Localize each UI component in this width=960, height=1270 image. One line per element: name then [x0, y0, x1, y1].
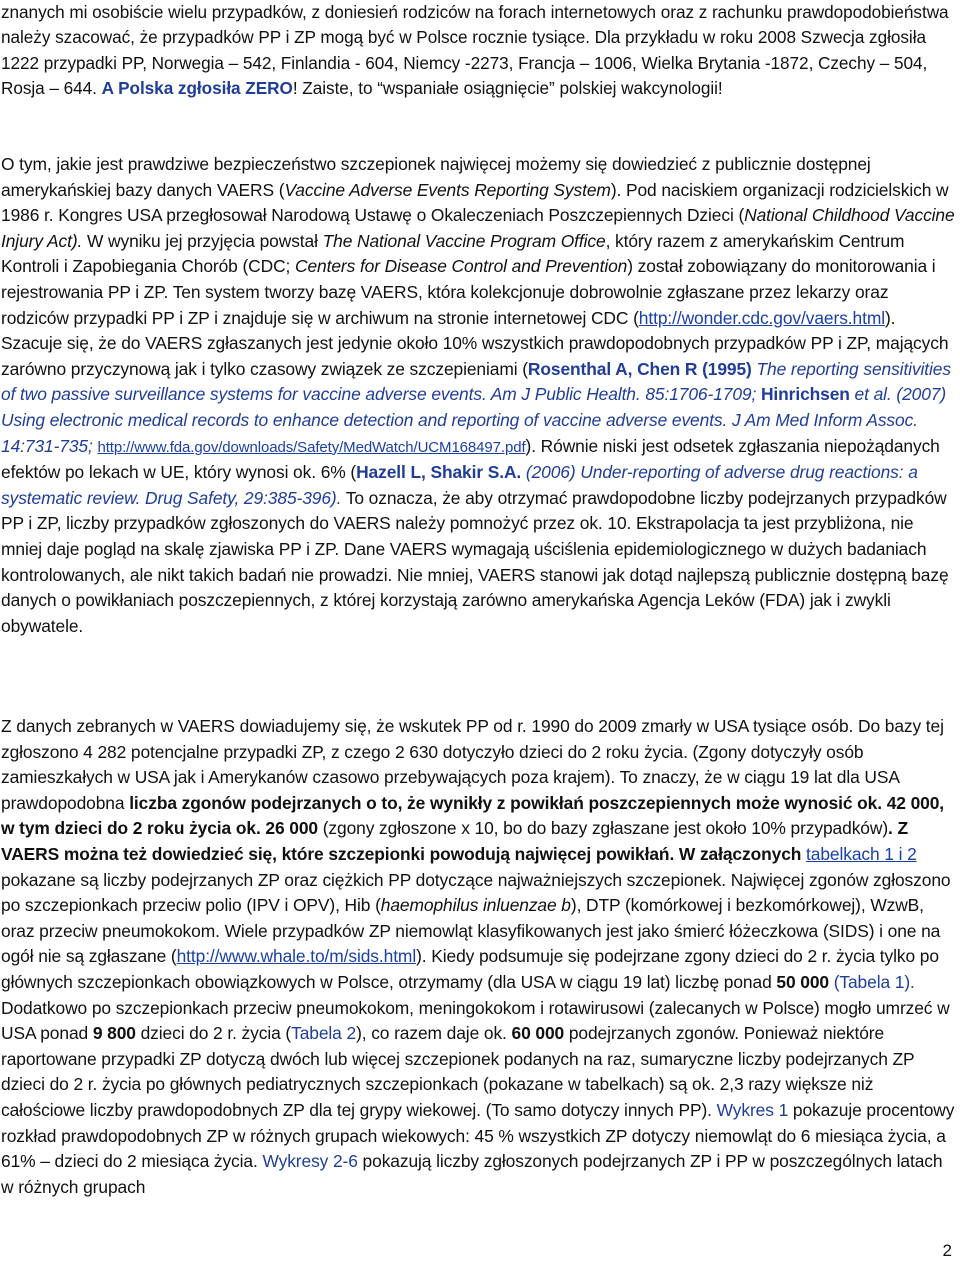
- text: znanych mi osobiście wielu przypadków, z doniesień rodziców na forach internetowych oraz z rachunku prawdopodobieństwa należy szacować, że przypadków PP i ZP mogą być w Polsce rocznie tysiące. Dla przykładu w roku 2008 Szwecja zgłosiła 1222 przypadki PP, Norwegia – 542, Finlandia - 604, Niemcy -2273, Francja – 1006, Wielka Brytania -1872, Czechy – 504, Rosja – 644.: [1, 2, 949, 99]
- term-hib: haemophilus inluenzae b: [380, 895, 571, 916]
- emphasis-number: 50 000: [776, 971, 829, 992]
- emphasis-number: 9 800: [92, 1023, 136, 1044]
- citation-text: et al. (2007) Using electronic medical records to enhance detection and reporting of vaccine adverse events. J Am Med Inform Assoc. 14:731-735;: [1, 384, 947, 456]
- emphasis-poland-zero: A Polska zgłosiła ZERO: [101, 78, 293, 99]
- term-cdc: Centers for Disease Control and Prevention: [295, 256, 628, 277]
- text: ) został zobowiązany do monitorowania i rejestrowania PP i ZP. Ten system tworzy bazę VAERS, która kolekcjonuje dobrowolnie zgłaszane przez lekarzy oraz rodziców przypadki PP i ZP i znajduje się w archiwum na stronie internetowej CDC (: [1, 256, 936, 328]
- term-office: The National Vaccine Program Office: [322, 230, 606, 251]
- text: pokazane są liczby podejrzanych ZP oraz ciężkich PP dotyczące najważniejszych szczepionek. Najwięcej zgonów zgłoszono po szczepionkach przeciw polio (IPV i OPV), Hib (: [1, 869, 951, 916]
- text: pokazuje procentowy rozkład prawdopodobnych ZP w różnych grupach wiekowych: 45 % wszystkich ZP dotyczy niemowląt do 6 miesiąca życia, a 61% – dzieci do 2 miesiąca życia.: [1, 1099, 955, 1172]
- term-vaers-full: Vaccine Adverse Events Reporting System: [284, 179, 611, 200]
- citation-text: (2006) Under-reporting of adverse drug reactions: a systematic review. Drug Safety, 29:385-396).: [1, 462, 918, 508]
- text: W wyniku jej przyjęcia powstał: [82, 230, 323, 251]
- paragraph-intro: [0, 0, 960, 102]
- text: ), DTP (komórkowej i bezkomórkowej), WzwB, oraz przeciw pneumokokom. Wiele przypadków ZP niemowląt klasyfikowanych jest jako śmierć łóżeczkowa (SIDS) i one na ogół nie są zgłaszane (: [1, 895, 941, 967]
- paragraph-vaers: [0, 152, 960, 639]
- citation-text: The reporting sensitivities of two passive surveillance systems for vaccine adverse events. Am J Public Health. 85:1706-1709;: [1, 358, 951, 405]
- ref-chart-1: Wykres 1: [716, 1099, 789, 1120]
- citation-author: Hinrichsen: [760, 384, 850, 405]
- text: To oznacza, że aby otrzymać prawdopodobne liczby podejrzanych przypadków PP i ZP, liczby przypadków zgłoszonych do VAERS należy pomnożyć przez ok. 10. Ekstrapolacja ta jest przybliżona, nie mniej daje pogląd na skalę zjawiska PP i ZP. Dane VAERS wymagają uściślenia epidemiologicznego w dużych badaniach kontrolowanych, ale nikt takich badań nie prowadzi. Nie mniej, VAERS stanowi jak dotąd najlepszą publicznie dostępną bazę danych o powikłaniach poszczepiennych, z której korzystają zarówno amerykańska Agencja Leków (FDA) jak i zwykli obywatele.: [1, 487, 949, 636]
- text: ! Zaiste, to “wspaniałe osiągnięcie” polskiej wakcynologii!: [292, 78, 723, 99]
- text: . Z VAERS można też dowiedzieć się, które szczepionki powodują najwięcej powikłań. W załączonych: [1, 818, 909, 864]
- text: ). Równie niski jest odsetek zgłaszania niepożądanych efektów po lekach w UE, który wynosi ok. 6% (: [1, 435, 940, 483]
- citation-author: Rosenthal A, Chen R (1995): [527, 358, 752, 379]
- link-whale-sids[interactable]: http://www.whale.to/m/sids.html: [176, 946, 417, 967]
- ref-table-2: Tabela 2: [291, 1023, 357, 1044]
- paragraph-deaths: [0, 714, 960, 1200]
- text: ), co razem daje ok.: [356, 1023, 512, 1044]
- text: O tym, jakie jest prawdziwe bezpieczeństwo szczepionek najwięcej możemy się dowiedzieć z publicznie dostępnej amerykańskiej bazy danych VAERS (: [1, 154, 871, 200]
- text: ). Szacuje się, że do VAERS zgłaszanych jest jedynie około 10% wszystkich prawdopodobnych przypadków PP i ZP, mających zarówno przyczynową jak i tylko czasowy związek ze szczepieniami (: [1, 307, 949, 379]
- text: podejrzanych zgonów. Ponieważ niektóre raportowane przypadki ZP dotyczą dwóch lub więcej szczepionek podanych na raz, sumaryczne liczby podejrzanych ZP dzieci do 2 r. życia po głównych pediatrycznych szczepionkach (pokazane w tabelkach) są ok. 2,3 razy większe niż całościowe liczby prawdopodobnych ZP dla tej grypy wiekowej. (To samo dotyczy innych PP).: [1, 1023, 915, 1120]
- text: Dodatkowo po szczepionkach przeciw pneumokokom, meningokokom i rotawirusowi (zalecanych w Polsce) mogło umrzeć w USA ponad: [1, 997, 950, 1044]
- text: (zgony zgłoszone x 10, bo do bazy zgłaszane jest około 10% przypadków): [318, 818, 889, 839]
- emphasis-deaths: liczba zgonów podejrzanych o to, że wynikły z powikłań poszczepiennych może wynosić ok. 42 000, w tym dzieci do 2 roku życia ok. 26 000: [1, 792, 945, 839]
- link-fda-pdf[interactable]: http://www.fda.gov/downloads/Safety/MedWatch/UCM168497.pdf: [97, 438, 526, 456]
- term-act: National Childhood Vaccine Injury Act).: [1, 205, 955, 251]
- text: dzieci do 2 r. życia (: [135, 1023, 292, 1044]
- ref-table-1: (Tabela 1).: [833, 971, 915, 992]
- text: ). Pod naciskiem organizacji rodzicielskich w 1986 r. Kongres USA przegłosował Narodową Ustawę o Okaleczeniach Poszczepiennych Dzieci (: [1, 179, 949, 226]
- link-tables[interactable]: tabelkach 1 i 2: [806, 843, 917, 864]
- text: , który razem z amerykańskim Centrum Kontroli i Zapobiegania Chorób (CDC;: [1, 230, 905, 277]
- text: pokazują liczby zgłoszonych podejrzanych ZP i PP w poszczególnych latach w różnych grupach: [1, 1151, 943, 1197]
- emphasis-number: 60 000: [511, 1023, 565, 1044]
- link-cdc-vaers[interactable]: http://wonder.cdc.gov/vaers.html: [638, 307, 885, 328]
- text: ). Kiedy podsumuje się podejrzane zgony dzieci do 2 r. życia tylko po głównych szczepionkach obowiązkowych w Polsce, otrzymamy (dla USA w ciągu 19 lat) liczbę ponad: [1, 946, 939, 992]
- page-number: 2: [942, 1241, 952, 1261]
- text: Z danych zebranych w VAERS dowiadujemy się, że wskutek PP od r. 1990 do 2009 zmarły w USA tysiące osób. Do bazy tej zgłoszono 4 282 potencjalne przypadki ZP, z czego 2 630 dotyczyło dzieci do 2 roku życia. (Zgony dotyczyły osób zamieszkałych w USA jak i Amerykanów czasowo przebywających poza krajem). To znaczy, że w ciągu 19 lat dla USA prawdopodobna: [1, 716, 944, 813]
- citation-author: Hazell L, Shakir S.A.: [356, 462, 522, 483]
- ref-charts-2-6: Wykresy 2-6: [262, 1151, 358, 1172]
